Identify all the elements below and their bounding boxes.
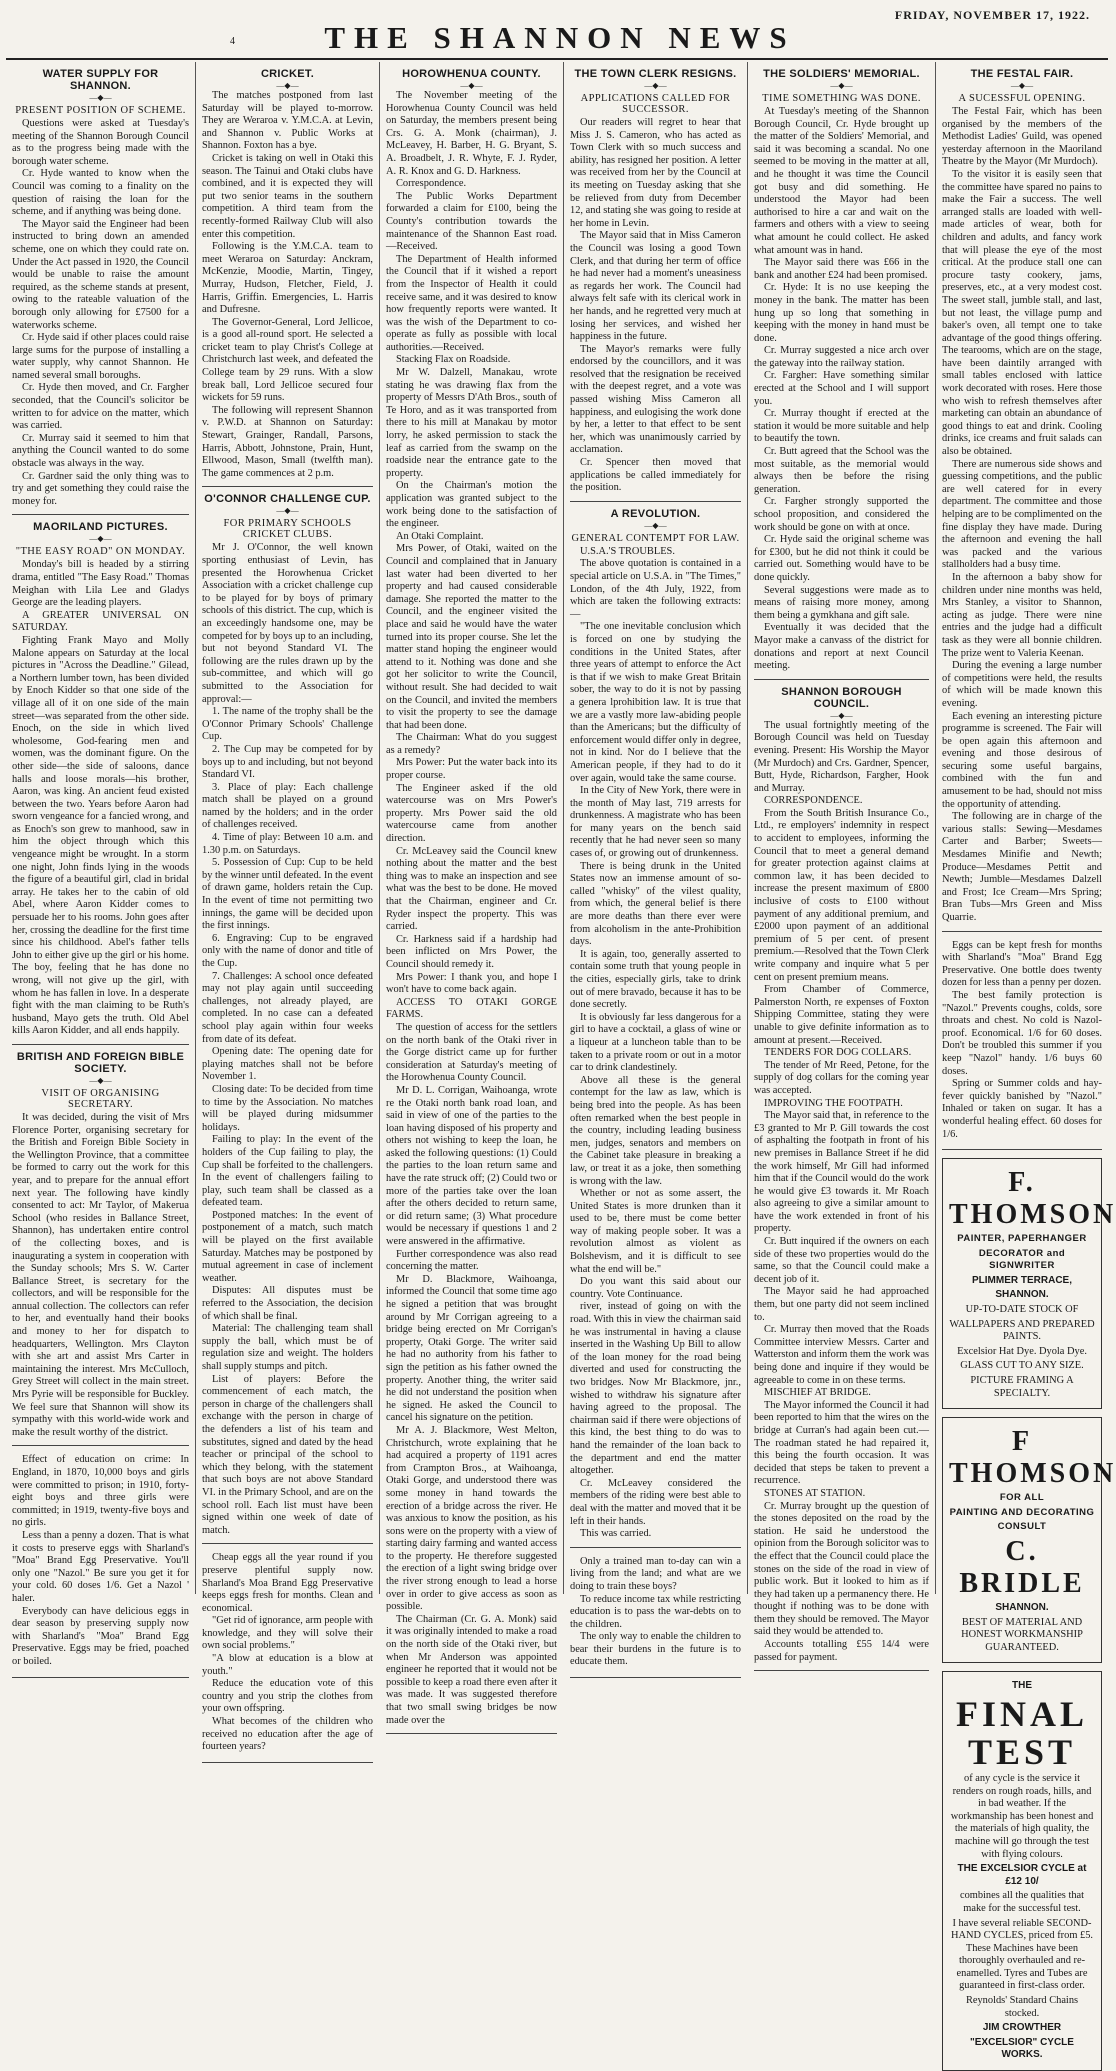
article-headline: CRICKET. — [260, 68, 315, 80]
column-rule — [12, 1677, 189, 1678]
article-paragraph: Mr D. Blackmore, Waihoanga, informed the Council that some time ago he signed a petition that was brought around by Mr Corrigan agreeing to a bridge being erected on Mr Corrigan's property, Otaki Gorge. The writer said he had no authority from his father to sign the petition as his father owned the property. Another thing, the writer said he did not understand the position when he signed. He asked the Council to cancel his signature on the petition. — [386, 1273, 557, 1424]
article-headline: WATER SUPPLY FOR SHANNON. — [42, 68, 159, 92]
article-paragraph: The Department of Health informed the Council that if it wished a report from the Inspector of Health it could receive same, and it was desired to know how frequently reports were wanted. It was the wish of the Department to co-operate as fully as possible with local authorities.—Received. — [386, 253, 557, 353]
ad-line: WALLPAPERS AND PREPARED PAINTS. — [949, 1318, 1095, 1343]
article-paragraph: This was carried. — [580, 1528, 652, 1540]
column-rule — [12, 1445, 189, 1446]
article-paragraph: Postponed matches: In the event of postponement of a match, such match will be played on the first available Saturday. Matches may be postponed by mutual agreement in case of inclement weather. — [202, 1209, 373, 1284]
advertisement-thomson2 — [942, 1417, 1116, 1663]
ad-line: F. THOMSON — [949, 1167, 1116, 1231]
article — [12, 68, 189, 508]
column-rule — [942, 1149, 1102, 1150]
article-paragraph: Mr J. O'Connor, the well known sporting enthusiast of Levin, has presented the Horowhenua Cricket Association with a cricket challenge cup to be played for by boys of primary schools of this district. The cup, which is an exceedingly handsome one, may be competed for by boys up to an including, but not beyond Standard VI. The following are the rules drawn up by the sub-committee, and which will go submitted to the Association for approval:— — [202, 542, 373, 705]
ad-line: THE — [1012, 1680, 1032, 1692]
headline-ornament: —◆— — [830, 81, 853, 90]
filler-paragraph: Spring or Summer colds and hay-fever quickly banished by "Nazol." Inhaled or taken on sugar. It has a wonderful healing effect. 60 doses for 1/6. — [942, 1078, 1102, 1140]
article-paragraph: Closing date: To be decided from time to time by the Association. No matches will be played during midsummer holidays. — [202, 1083, 373, 1133]
article-paragraph: Cr. Butt inquired if the owners on each side of these two properties would do the same, so that the Council could make a decent job of it. — [754, 1236, 929, 1285]
article-headline: SHANNON BOROUGH COUNCIL. — [781, 685, 902, 710]
article-paragraph: The Chairman (Cr. G. A. Monk) said it was originally intended to make a road on the north side of the Otaki river, but when Mr Anderson was appointed engineer he reported that it would not be possible to keep a road there even after it was made. It was suggested therefore that two small swing bridges be now made over the — [386, 1613, 557, 1726]
headline-ornament: —◆— — [644, 81, 667, 90]
article — [202, 68, 373, 480]
article-paragraph: Cr. Murray said it seemed to him that anything the Council wanted to do some obstacle was always in the way. — [12, 432, 189, 470]
article-paragraph: TENDERS FOR DOG COLLARS. — [764, 1047, 912, 1059]
article-headline: O'CONNOR CHALLENGE CUP. — [204, 493, 371, 506]
article-paragraph: The Chairman: What do you suggest as a remedy? — [386, 732, 557, 756]
headline-ornament: —◆— — [830, 710, 853, 720]
ad-line: PAINTING AND DECORATING — [949, 1506, 1095, 1518]
filler-paragraph: Effect of education on crime: In England, in 1870, 10,000 boys and girls were committed to prison; in 1910, forty-eight boys and three girls were committed; in 1919, twenty-five boys and no girls. — [12, 1454, 189, 1529]
article-subheadline: A SUCESSFUL OPENING. — [958, 93, 1086, 104]
article-paragraph: Mrs Power: Put the water back into its proper course. — [386, 757, 557, 782]
article-paragraph: 6. Engraving: Cup to be engraved only with the name of donor and title of the Cup. — [202, 932, 373, 969]
article-paragraph: Whether or not as some assert, the United States is more drunken than it used to be, there must be come better way of making people sober. It was a revolution almost as violent as Bolshevism, and it is difficult to see what the end will be." — [570, 1188, 741, 1275]
headline-ornament: —◆— — [644, 520, 667, 530]
article-paragraph: The following are in charge of the various stalls: Sewing—Mesdames Carter and Barber; Sweets—Mesdames Minifie and Newth; Produce—Mesdames Pettit and Newth; Jumble—Mesdames Dalzell and Frost; Ice Cream—Mrs Spring; Bran Tubs—Mrs Green and Miss Quarrie. — [942, 811, 1102, 923]
filler-paragraphs — [12, 1454, 189, 1668]
article-paragraph: Cr. Harkness said if a hardship had been inflicted on Mrs Power, the Council should remedy it. — [386, 933, 557, 970]
article-paragraph: Cr. Fargher strongly supported the school proposition, and considered the work should be gone on with at once. — [754, 496, 929, 533]
column-rule — [942, 931, 1102, 932]
article-paragraph: Above all these is the general contempt for the law as law, which is being bred into the people. As has been often remarked when the best people in the country, including leading business men, judges, senators and members on the Cabinet take pleasure in breaking a law, or treat it as a joke, then something is wrong with the law. — [570, 1074, 741, 1187]
ad-line: JIM CROWTHER — [982, 2022, 1062, 2034]
article-headline: THE TOWN CLERK RESIGNS. — [574, 68, 737, 80]
article-paragraph: At Tuesday's meeting of the Shannon Borough Council, Cr. Hyde brought up the matter of the Soldiers' Memorial, and said it was becoming a scandal. No one seemed to be moving in the matter at all, and he thought it was time the Council got busy and did something. He understood the Mayor had been authorised to hire a car and wait on the farmers and others with a view to seeing what amount he could collect. He asked what amount was in hand. — [754, 106, 929, 256]
article-subheadline: PRESENT POSITION OF SCHEME. — [15, 105, 186, 116]
filler-paragraph: The best family protection is "Nazol." Prevents coughs, colds, sore throats and chest. No cold is Nazol-proof. Economical. 1/6 for 60 doses. Don't be troubled this summer if you keep "Nazol" handy. 1/6 buys 60 doses. — [942, 989, 1102, 1077]
ad-line: combines all the qualities that make for the successful test. — [959, 1890, 1085, 1914]
article-paragraph: During the evening a large number of competitions were held, the results of which will be made known this evening. — [942, 660, 1102, 709]
column-rule — [202, 1543, 373, 1544]
article-paragraph: The Mayor's remarks were fully endorsed by the councillors, and it was resolved that the resignation be received with the deepest regret, and a vote was passed wishing Miss Cameron all happiness, and eulogising the work done by her, a letter to that effect to be sent her, which was unanimously carried by acclamation. — [570, 343, 741, 456]
article-paragraph: The Mayor said he had approached them, but one party did not seem inclined to. — [754, 1286, 929, 1323]
ad-line: GLASS CUT TO ANY SIZE. — [960, 1360, 1084, 1372]
article-paragraph: Questions were asked at Tuesday's meeting of the Shannon Borough Council as to the progress being made with the borough water scheme. — [12, 118, 189, 167]
column-6 — [936, 62, 1116, 2061]
ad-line: Excelsior Hat Dye. Dyola Dye. — [957, 1345, 1087, 1357]
article-paragraph: The usual fortnightly meeting of the Borough Council was held on Tuesday evening. Present: His Worship the Mayor (Mr Murdoch) and Crs. Gardner, Spencer, Butt, Hyde, Richardson, Fargher, Hook and Murray. — [754, 719, 929, 794]
ad-line: PAINTER, PAPERHANGER — [957, 1233, 1087, 1245]
article-paragraph: The November meeting of the Horowhenua County Council was held on Saturday, the members present being Crs. G. A. Monk (chairman), J. McLeavey, H. Barber, H. G. Bryant, S. A. Broadbelt, J. R. Whyte, F. J. Ryder, A. R. Knox and G. D. Harkness. — [386, 90, 557, 177]
filler-paragraph: To reduce income tax while restricting education is to pass the war-debts on to the children. — [570, 1593, 741, 1630]
article-paragraph: Mr D. L. Corrigan, Waihoanga, wrote re the Otaki north bank road loan, and said in view of one of the parties to the loan having disposed of his property and others not wishing to keep the loan, he asked the following questions: (1) Could the parties to the loan return same and have the rate struck off; (2) Could two or more of the parties take over the loan after the others decided to return same, or did return same; (3) What procedure would be necessary if questions 1 and 2 were answered in the affirmative. — [386, 1084, 557, 1248]
article-paragraph: Our readers will regret to hear that Miss J. S. Cameron, who has acted as Town Clerk with so much success and ability, has resigned her position. A letter was received from her by the Council at its meeting on Tuesday asking that she be relieved from duty from December 12, and stating she was going to reside at her home in Levin. — [570, 117, 741, 229]
article-paragraph: The above quotation is contained in a special article on U.S.A. in "The Times," London, of the 4th July, 1922, from which are taken the following extracts:— — [570, 558, 741, 620]
article-paragraph: river, instead of going on with the road. With this in view the chairman said he was instrumental in having a clause inserted in the Washing Up Bill to allow of the loan money for the road being diverted and used for constructing the two bridges. Now Mr Blackmore, jnr., wished to withdraw his signature after having agreed to the proposal. The chairman said if there were objections of this kind, the best thing to do was to hand the remainder of the loan back to the department and end the matter altogether. — [570, 1301, 741, 1477]
article-paragraph: In the afternoon a baby show for children under nine months was held, Mrs Stanley, a visitor to Shannon, acting as judge. There were nine entries and the judge had a difficult task as they were all bonnie children. The prize went to Valeria Keenan. — [942, 571, 1102, 659]
column-rule — [570, 501, 741, 502]
headline-ornament: —◆— — [89, 1075, 112, 1085]
article-paragraph: The following will represent Shannon v. P.W.D. at Shannon on Saturday: Stewart, Grainger, Randall, Parsons, Harris, Abbott, Johnstone, Prain, Hunt, Ellwood, Mason, Small (twelfth man). The game commences at 2 p.m. — [202, 404, 373, 479]
article — [12, 1051, 189, 1439]
article-paragraph: It is again, too, generally asserted to contain some truth that young people in the cities, especially girls, take to drink out of mere bravado, because it has to be done secretly. — [570, 948, 741, 1011]
article-headline: THE SOLDIERS' MEMORIAL. — [763, 68, 920, 80]
article-paragraph: Cr. Fargher: Have something similar erected at the School and I will support you. — [754, 370, 929, 407]
ad-line: of any cycle is the service it renders on rough roads, hills, and in bad weather. If the workmanship has been honest and the materials of high quality, the machine will go through the test with flying colours. — [950, 1772, 1094, 1860]
headline-ornament: —◆— — [276, 81, 299, 90]
ad-line: FINAL TEST — [955, 1693, 1088, 1772]
article-paragraph: Cr. Hyde said if other places could raise large sums for the purpose of installing a water supply, why cannot Shannon. He named several small boroughs. — [12, 332, 189, 381]
article-paragraph: U.S.A.'S TROUBLES. — [580, 545, 675, 557]
article-paragraph: Disputes: All disputes must be referred to the Association, the decision of which shall be final. — [202, 1285, 373, 1322]
issue-date: FRIDAY, NOVEMBER 17, 1922. — [894, 8, 1090, 22]
column-rule — [12, 1044, 189, 1045]
ad-line: FOR ALL — [999, 1492, 1045, 1504]
article-paragraph: Cr. Hyde then moved, and Cr. Fargher seconded, that the Council's solicitor be written to for advice on the matter, which was carried. — [12, 382, 189, 432]
column-rule — [754, 679, 929, 680]
column-rule — [12, 514, 189, 515]
article-paragraph: Cr. McLeavey considered the members of the riding were best able to deal with the matter and moved that it be left in their hands. — [570, 1477, 741, 1527]
article-paragraph: 3. Place of play: Each challenge match shall be played on a ground named by the holders; and in the order of challenges received. — [202, 781, 373, 831]
headline-ornament: —◆— — [1010, 81, 1034, 90]
article-headline: THE FESTAL FAIR. — [970, 68, 1074, 80]
article — [570, 508, 741, 1541]
article-paragraph: Failing to play: In the event of the holders of the Cup failing to play, the Cup shall be forfeited to the challengers. In the event of challengers failing to play, such team shall be classed as a defeated team. — [202, 1134, 373, 1209]
column-rule — [570, 1677, 741, 1678]
article-paragraph: The Governor-General, Lord Jellicoe, is a good all-round sport. He selected a cricket team to play Christ's College at Christchurch last week, and defeated the College team by 29 runs. With a slow break ball, Lord Jellicoe secured four wickets for 59 runs. — [202, 316, 373, 404]
ad-line: SHANNON. — [995, 1602, 1049, 1613]
article-paragraph: ACCESS TO OTAKI GORGE FARMS. — [386, 996, 557, 1021]
article-paragraph: Mrs Power, of Otaki, waited on the Council and complained that in January last water had been diverted to her property and had caused considerable damage. She reported the matter to the Council, and the engineer visited the place and said he would have the water turned into its proper course. She let the matter stand hoping the engineer would attend to it. Nothing was done and she got her solicitor to write the Council, without result. She had decided to wait on the Council, and invited the members to visit the property to see the damage that had been done. — [386, 543, 557, 731]
article-subheadline: "THE EASY ROAD" ON MONDAY. — [15, 546, 186, 558]
article-paragraph: To the visitor it is easily seen that the committee have spared no pains to make the Fair a success. The well arranged stalls are loaded with well-made articles of wear, both for children and adults, and fancy work that will please the eye of the most critical. At the produce stall one can procure tasty cookery, jams, preserves, etc., at a very modest cost. The sweet stall, jumble stall, and last, but not least, the village pump and baker's oven, all tempt one to take advantage of the good things offering. The tearooms, which are on the stage, have been daintily arranged with small tables enclosed with lattice work decorated with roses. Here those who wish to refresh themselves after marketing can obtain an abundance of good things to eat and drink. Cooling drinks, ice creams and fruit salads can also be obtained. — [942, 168, 1102, 458]
article-paragraph: 2. The Cup may be competed for by boys up to and including, but not beyond Standard VI. — [202, 743, 373, 781]
article-paragraph: Cr. Murray thought if erected at the station it would be more suitable and help to beautify the town. — [754, 408, 929, 445]
column-rule — [570, 1547, 741, 1548]
article-subheadline: TIME SOMETHING WAS DONE. — [762, 93, 921, 104]
article — [754, 686, 929, 1665]
page-mark: 4 — [230, 36, 235, 47]
article-paragraph: The Mayor said there was £66 in the bank and another £24 had been promised. — [754, 257, 929, 281]
article-paragraph: Several suggestions were made as to means of raising more money, among them being a gymkhana and gift sale. — [754, 584, 929, 621]
article — [942, 68, 1102, 925]
ad-line: PLIMMER TERRACE, — [972, 1274, 1072, 1286]
article-paragraph: From Chamber of Commerce, Palmerston North, re expenses of Foxton Shipping Committee, stating they were unable to give definite information as to amount at present.—Received. — [754, 984, 929, 1046]
article-paragraph: Mr W. Dalzell, Manakau, wrote stating he was drawing flax from the property of Messrs D'Ath Bros., south of Te Horo, and as it was transported from there to his mill at Manakau by motor lorry, he asked permission to stack the leaf as carried from the swamp on the roadside near the entrance gate to the property. — [386, 367, 557, 479]
column-4 — [564, 62, 748, 1668]
article-headline: BRITISH AND FOREIGN BIBLE SOCIETY. — [16, 1050, 185, 1075]
masthead-rule — [6, 58, 1108, 60]
article-paragraph: 1. The name of the trophy shall be the O'Connor Primary Schools' Challenge Cup. — [202, 706, 373, 743]
article-paragraph: The tender of Mr Reed, Petone, for the supply of dog collars for the coming year was accepted. — [754, 1059, 929, 1096]
filler-paragraphs — [570, 1556, 741, 1669]
article-paragraph: Cricket is taking on well in Otaki this season. The Tainui and Otaki clubs have combined, and it is expected they will put two senior teams in the southern competition. A third team from the recently-formed Railway Club will also enter this competition. — [202, 152, 373, 240]
column-rule — [202, 1762, 373, 1763]
article-paragraph: The Mayor said the Engineer had been instructed to bring down an amended scheme, one on which they could rate on. Under the Act passed in 1920, the Council would be unable to raise the amount required, as the scheme stands at present, owing to the rateable valuation of the borough only allowing for £7500 for a waterworks scheme. — [12, 218, 189, 331]
ad-line: THE EXCELSIOR CYCLE at £12 10/ — [957, 1863, 1087, 1887]
article-paragraph: The Engineer asked if the old watercourse was on Mrs Power's property. Mrs Power said the old watercourse came from another direction. — [386, 782, 557, 845]
article — [386, 68, 557, 1727]
article-paragraph: The question of access for the settlers on the north bank of the Otaki river in the Gorge district came up for further consideration at Saturday's meeting of the Horowhenua County Council. — [386, 1021, 557, 1084]
article-paragraph: There are numerous side shows and guessing competitions, and the public are well catered for in every department. The committee and those helping are to be complimented on the fine display they have made. During the afternoon and evening the hall was packed and the various stallholders had a busy time. — [942, 458, 1102, 571]
article-paragraph: Cr. Hyde wanted to know when the Council was coming to a finality on the question of raising the loan for the scheme, and if anything was being done. — [12, 168, 189, 218]
article-headline: A REVOLUTION. — [610, 507, 701, 520]
filler-paragraphs — [202, 1552, 373, 1754]
newspaper-title: THE SHANNON NEWS — [324, 20, 796, 55]
article-paragraph: Accounts totalling £55 14/4 were passed for payment. — [754, 1639, 929, 1663]
article-paragraph: Mr A. J. Blackmore, West Melton, Christchurch, wrote explaining that he had acquired a property of 1191 acres from Crampton Bros., at Waihoanga, Otaki Gorge, and understood there was some money in hand towards the erection of a bridge across the river. He was anxious to know the position, as his sons were on the property with a view of starting dairy farming and wanted access to the property. He therefore suggested the erection of a light swing bridge over the river strong enough to lead a horse over in order to give access as soon as possible. — [386, 1424, 557, 1613]
article-paragraph: Further correspondence was also read concerning the matter. — [386, 1248, 557, 1273]
article-paragraph: Eventually it was decided that the Mayor make a canvass of the district for donations and report at next Council meeting. — [754, 622, 929, 672]
headline-ornament: —◆— — [89, 534, 112, 544]
article-paragraph: There is being drunk in the United States now an immense amount of so-called "whisky" of the vilest quality, from which, the general belief is there are more deaths than there ever were from alcoholism in the ante-Prohibition days. — [570, 860, 741, 948]
ad-line: DECORATOR and SIGNWRITER — [978, 1247, 1066, 1272]
ad-line: UP-TO-DATE STOCK OF — [965, 1304, 1079, 1316]
article-paragraph: Cr. McLeavey said the Council knew nothing about the matter and the best thing was to make an inspection and see what was the best to be done. He moved that the Chairman, engineer and Cr. Ryder inspect the property. This was carried. — [386, 845, 557, 933]
filler-paragraph: The only way to enable the children to bear their burdens in the future is to educate them. — [570, 1631, 741, 1668]
article-paragraph: The Mayor said that in Miss Cameron the Council was losing a good Town Clerk, and that during her term of office he had never had a moment's uneasiness as regards her work. The Council had always felt safe with its clerical work in her hands, and he regretted very much at losing her services, and wished her happiness in the future. — [570, 230, 741, 343]
article-paragraph: CORRESPONDENCE. — [764, 795, 863, 807]
article-paragraph: On the Chairman's motion the application was granted subject to the work being done to the satisfaction of the engineer. — [386, 480, 557, 530]
article-paragraph: It is obviously far less dangerous for a girl to have a cocktail, a glass of wine or a liqueur at a luncheon table than to be taken to a private room or out in a motor car to drink clandestinely. — [570, 1011, 741, 1074]
article-paragraph: The Mayor said that, in reference to the £3 granted to Mr P. Gill towards the cost of asphalting the footpath in front of his new premises in Ballance Street if he did the work himself, Mr Gill had informed him that if the Council would do the work he would give £3 towards it. Mr Roach also agreeing to give a similar amount to have the work extended in front of his property. — [754, 1110, 929, 1235]
article-paragraph: Do you want this said about our country. Vote Continuance. — [570, 1276, 741, 1300]
article-paragraph: Following is the Y.M.C.A. team to meet Weraroa on Saturday: Anckram, McKenzie, Moodie, Martin, Tingey, Murray, Hudson, Fletcher, Field, J. Harris, Griffin. Emergencies, L. Harris and Dufresne. — [202, 241, 373, 316]
article-subheadline: VISIT OF ORGANISING SECRETARY. — [41, 1087, 160, 1110]
article-paragraph: From the South British Insurance Co., Ltd., re employers' indemnity in respect to accident to employees, informing the Council that to meet a general demand for greater protection against claims at common law, it has been decided to increase the present maximum of £800 inclusive of costs to £100 without payment of any additional premium, and £2000 upon payment of an additional premium of 5 per cent. of present premium.—Resolved that the Town Clerk write company and inquire what 5 per cent on present premium means. — [754, 807, 929, 983]
ad-line: Reynolds' Standard Chains stocked. — [965, 1995, 1079, 2019]
headline-ornament: —◆— — [89, 93, 112, 102]
article-paragraph: A GREATER UNIVERSAL ON SATURDAY. — [12, 609, 189, 634]
column-rule — [754, 1670, 929, 1671]
article-paragraph: Cr. Butt agreed that the School was the most suitable, as the memorial would always then be before the rising generation. — [754, 446, 929, 495]
filler-paragraph: Everybody can have delicious eggs in dear season by preserving supply now with Sharland's "Moa" Brand Egg Preservative. Eggs may be fried, poached or boiled. — [12, 1605, 189, 1667]
filler-paragraph: Eggs can be kept fresh for months with Sharland's "Moa" Brand Egg Preservative. One bottle does twenty dozen for less than a penny per dozen. — [942, 939, 1102, 989]
advertisement-final — [942, 1671, 1102, 2071]
article-paragraph: 4. Time of play: Between 10 a.m. and 1.30 p.m. on Saturdays. — [202, 832, 373, 856]
article — [12, 521, 189, 1038]
column-1 — [6, 62, 196, 1667]
article-paragraph: 7. Challenges: A school once defeated may not play again until succeeding challenges, not already played, are completed. In no case can a defeated school play again within four weeks from date of its defeat. — [202, 970, 373, 1045]
newspaper-columns — [6, 62, 1116, 2061]
article-paragraph: It was decided, during the visit of Mrs Florence Porter, organising secretary for the British and Foreign Bible Society in the Wellington Province, that a committee be formed to carry out the work for this year, and to prepare for the annual effort next year. The following have kindly consented to act: Mr Taylor, of Makerua School (who resides in Ballance Street, Shannon), has undertaken entire control of the collecting boxes, and is inaugurating a system in cooperation with the Sunday schools; Mrs S. W. Carter Ballance Street, is secretary for the collectors, and will be responsible for the annual collection. The collectors can refer to her, and eventually hand their books and money to her for dispatch to headquarters, Wellington. Mrs Clayton with she art and assist Mrs Carter in maintaining the interest. Mrs McCulloch, Grey Street will collect in the main street. Mrs Pyrie will be responsible for Buckley. We feel sure that Shannon will show its sympathy with this world-wide work and make the result worthy of the district. — [12, 1111, 189, 1438]
column-3 — [380, 62, 564, 1726]
article-paragraph: 5. Possession of Cup: Cup to be held by the winner until defeated. In the event of drawn game, holders retain the Cup. In the event of time not permitting two innings, the game will be decided upon the first innings. — [202, 857, 373, 932]
article-paragraph: MISCHIEF AT BRIDGE. — [764, 1387, 871, 1399]
article-paragraph: "The one inevitable conclusion which is forced on one by studying the conditions in the United States, after three years of attempt to enforce the Act is that if we wish to make Great Britain sober, the way to do it is not by passing a genera lprohibition law. It is true that we are a vastly more law-abiding people than the Americans; but the difficulty of enforcement would differ only in degree, not in kind. Nor do I believe that the American people, if they had to do it over again, would take the same course. — [570, 621, 741, 784]
filler-paragraph: Cheap eggs all the year round if you preserve plentiful supply now. Sharland's Moa Brand Egg Preservative keeps eggs fresh for months. Clean and economical. — [202, 1552, 373, 1614]
article-subheadline: APPLICATIONS CALLED FOR SUCCESSOR. — [580, 93, 731, 115]
ad-line: I have several reliable SECOND-HAND CYCLES, priced from £5. These Machines have been thoroughly overhauled and re-enamelled. Tyres and Tubes are guaranteed in first-class order. — [951, 1917, 1093, 1992]
article — [754, 68, 929, 673]
column-rule — [386, 1733, 557, 1734]
headline-ornament: —◆— — [276, 506, 299, 516]
article-headline: HOROWHENUA COUNTY. — [402, 68, 541, 80]
article-paragraph: Fighting Frank Mayo and Molly Malone appears on Saturday at the local pictures in "Across the Deadline." Gilead, a Northern lumber town, has been divided by Enoch Kidder so that one side of the village all of it on one side of the main street—was separated from the other side. Enoch, on the side in which lived wholesome, God-fearing men and women, was the dominant figure. On the other side—the side of saloons, dance halls and loose morals—his brother, Aaron, was king. An ancient feud existed between the two. Years before Aaron had sworn vengeance for a fancied wrong, and as Enoch's son grew to manhood, saw in him the object through which this vengeance might be wrought. In a storm one night, John finds lying in the woods the figure of a beautiful girl, clad in bridal array. He takes her to the cabin of old Abel, where Aaron Kidder comes to persuade her to his rooms. John goes after her, crossing the deadline for the first time since his childhood. Abel's father tells John to either give up the girl or his home. The boy, feeling that he has done no wrong, will not give up the girl, with whom he has fallen in love. In a desperate fight with the man claiming to be Ruth's husband, Mayo gets the truth. Old Abel kills Aaron Kidder, and all ends happily. — [12, 634, 189, 1037]
ad-line: F THOMSON — [949, 1426, 1116, 1490]
article-paragraph: The Festal Fair, which has been organised by the members of the Methodist Ladies' Guild, was opened yesterday afternoon in the Maoriland Theatre by the Mayor (Mr Murdoch). — [942, 106, 1102, 168]
filler-paragraph: Less than a penny a dozen. That is what it costs to preserve eggs with Sharland's "Moa" Brand Egg Preservative. You'll only one "Nazol." Be sure you get it for your cold. 60 doses 1/6. Get a Nazol ' haler. — [12, 1529, 189, 1604]
article-paragraph: Cr. Gardner said the only thing was to try and get something they could raise the money for. — [12, 470, 189, 507]
article-paragraph: An Otaki Complaint. — [396, 530, 484, 542]
article-paragraph: Cr. Murray brought up the question of the stones deposited on the road by the station. He said he understood the opinion from the Borough solicitor was to the effect that the Council could place the stones on the side of the road in view of public work. But it looked to him as if they had taken up a permanency there. He thought if nothing was to be done with them they should be removed. The Mayor said they would be attended to. — [754, 1500, 929, 1638]
article-paragraph: Cr. Hyde said the original scheme was for £300, but he did not think it could be carried out. Something would have to be done quickly. — [754, 534, 929, 583]
ad-line: C. BRIDLE — [959, 1536, 1085, 1599]
ad-line: PICTURE FRAMING A SPECIALTY. — [970, 1375, 1074, 1399]
article-paragraph: The matches postponed from last Saturday will be played to-morrow. They are Weraroa v. Y.M.C.A. at Levin, and Shannon v. Public Works at Shannon. Foxton has a bye. — [202, 90, 373, 152]
filler-paragraph: "A blow at education is a blow at youth." — [202, 1653, 373, 1677]
article-paragraph: The Public Works Department forwarded a claim for £100, being the County's contribution towards the maintenance of the Shannon East road.—Received. — [386, 190, 557, 253]
article-paragraph: Cr. Murray suggested a nice arch over the gateway into the railway station. — [754, 345, 929, 369]
column-5 — [748, 62, 936, 1663]
column-2 — [196, 62, 380, 1753]
article-subheadline: FOR PRIMARY SCHOOLS CRICKET CLUBS. — [223, 518, 352, 541]
article-paragraph: STONES AT STATION. — [764, 1487, 866, 1499]
article-paragraph: Correspondence. — [396, 178, 467, 190]
article-paragraph: List of players: Before the commencement of each match, the person in charge of the challengers shall exchange with the person in charge of the defenders a list of his team and substitutes, signed and dated by the head teacher or principal of the school to which they belong, with the statement that such boys are not above Standard VI. in the Primary School, and are on the school roll. Each list must have been signed within one week of date of match. — [202, 1373, 373, 1536]
article-paragraph: Mrs Power: I thank you, and hope I won't have to come back again. — [386, 971, 557, 996]
article-paragraph: Stacking Flax on Roadside. — [396, 354, 511, 366]
masthead — [0, 0, 1114, 58]
article-paragraph: Cr. Murray then moved that the Roads Committee interview Messrs. Carter and Watterston and inform them the work was being done and inquire if they would be agreeable to come in on these terms. — [754, 1324, 929, 1386]
filler-paragraph: Reduce the education vote of this country and you strip the clothes from your own offspring. — [202, 1678, 373, 1715]
filler-paragraph: Only a trained man to-day can win a living from the land; and what are we doing to train these boys? — [570, 1555, 741, 1592]
ad-line: BEST OF MATERIAL AND HONEST WORKMANSHIP GUARANTEED. — [961, 1616, 1083, 1653]
advertisement-thomson — [942, 1158, 1116, 1409]
article-paragraph: Opening date: The opening date for playing matches shall not be before November 1. — [202, 1046, 373, 1083]
column-rule — [202, 486, 373, 487]
article-paragraph: The Mayor informed the Council it had been reported to him that the wires on the bridge at Curran's had again been cut.—The roadman stated he had repaired it, this being the fourth occasion. It was decided that steps be taken to prevent a recurrence. — [754, 1399, 929, 1487]
article-paragraph: Monday's bill is headed by a stirring drama, entitled "The Easy Road." Thomas Meighan with Lila Lee and Gladys George are the leading players. — [12, 559, 189, 609]
headline-ornament: —◆— — [460, 81, 483, 90]
ad-line: CONSULT — [997, 1521, 1047, 1533]
article-subheadline: GENERAL CONTEMPT FOR LAW. — [571, 532, 740, 544]
filler-paragraph: What becomes of the children who received no education after the age of fourteen years? — [202, 1716, 373, 1753]
article-headline: MAORILAND PICTURES. — [33, 521, 168, 534]
article-paragraph: Material: The challenging team shall supply the ball, which must be of regulation size and weight. The holders shall supply stumps and pitch. — [202, 1323, 373, 1372]
article-paragraph: In the City of New York, there were in the month of May last, 719 arrests for drunkenness. A magistrate who has been for many years on the bench said recently that he had never seen so many cases of, or growing out of drunkenness. — [570, 785, 741, 860]
article-paragraph: Each evening an interesting picture programme is screened. The Fair will be open again this afternoon and evening and those desirous of securing some useful bargains, combined with the fun and amusement to be had, should not miss the opportunity of attending. — [942, 710, 1102, 810]
filler-paragraphs — [942, 940, 1102, 1142]
article-paragraph: Cr. Spencer then moved that applications be called immediately for the position. — [570, 457, 741, 494]
ad-line: "EXCELSIOR" CYCLE WORKS. — [970, 2036, 1074, 2061]
article-paragraph: IMPROVING THE FOOTPATH. — [764, 1097, 903, 1109]
filler-paragraph: "Get rid of ignorance, arm people with knowledge, and they will solve their own social problems." — [202, 1615, 373, 1652]
article-paragraph: Cr. Hyde: It is no use keeping the money in the bank. The matter has been hung up so long that something in keeping with the money in hand must be done. — [754, 282, 929, 344]
article — [570, 68, 741, 495]
ad-line: SHANNON. — [995, 1289, 1049, 1301]
article — [202, 493, 373, 1537]
